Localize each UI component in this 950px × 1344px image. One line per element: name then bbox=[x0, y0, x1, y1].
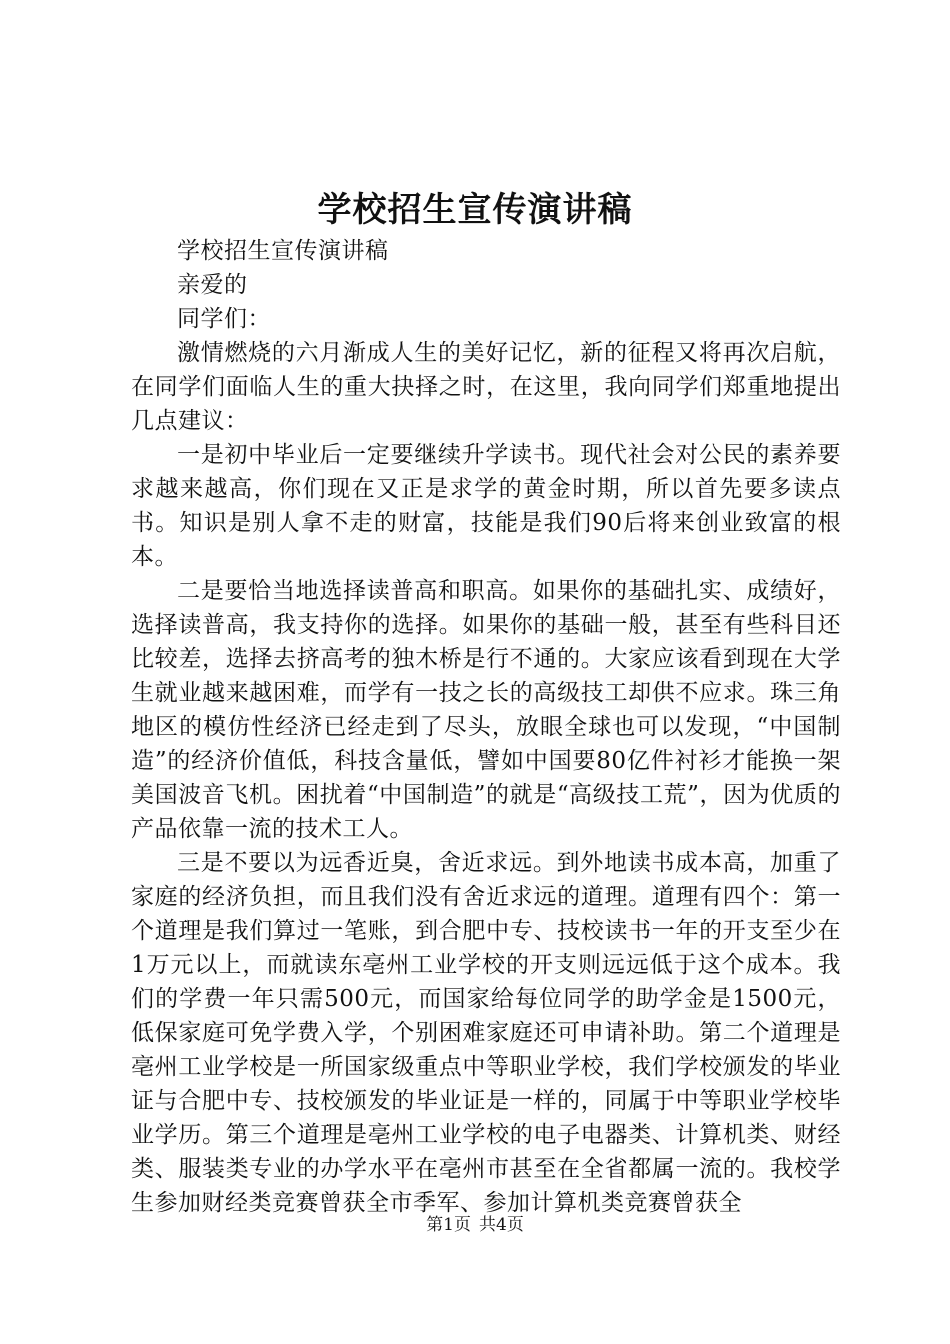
document-title: 学校招生宣传演讲稿 bbox=[317, 190, 633, 230]
paragraph-salutation-1: 亲爱的 bbox=[177, 272, 248, 298]
paragraph-salutation-2: 同学们： bbox=[177, 306, 271, 332]
page-total: 共4页 bbox=[479, 1215, 524, 1235]
paragraph-heading: 学校招生宣传演讲稿 bbox=[177, 238, 389, 264]
document-body bbox=[131, 234, 841, 1220]
paragraph-point-3: 三是不要以为远香近臭，舍近求远。到外地读书成本高，加重了家庭的经济负担，而且我们没有舍近求远的道理。道理有四个：第一个道理是我们算过一笔账，到合肥中专、技校读书一年的开支至少在1万元以上，而就读东亳州工业学校的开支则远远低于这个成本。我们的学费一年只需500元，而国家给每位同学的助学金是1500元，低保家庭可免学费入学，个别困难家庭还可申请补助。第二个道理是亳州工业学校是一所国家级重点中等职业学校，我们学校颁发的毕业证与合肥中专、技校颁发的毕业证是一样的，同属于中等职业学校毕业学历。第三个道理是亳州工业学校的电子电器类、计算机类、财经类、服装类专业的办学水平在亳州市甚至在全省都属一流的。我校学生参加财经类竞赛曾获全市季军、参加计算机类竞赛曾获全 bbox=[131, 850, 841, 1216]
paragraph-point-1: 一是初中毕业后一定要继续升学读书。现代社会对公民的素养要求越来越高，你们现在又正是求学的黄金时期，所以首先要多读点书。知识是别人拿不走的财富，技能是我们90后将来创业致富的根本。 bbox=[131, 442, 841, 570]
paragraph-intro: 激情燃烧的六月渐成人生的美好记忆，新的征程又将再次启航，在同学们面临人生的重大抉择之时，在这里，我向同学们郑重地提出几点建议： bbox=[131, 340, 841, 434]
page-footer bbox=[0, 1212, 950, 1238]
page-number: 第1页 bbox=[426, 1215, 471, 1235]
paragraph-point-2: 二是要恰当地选择读普高和职高。如果你的基础扎实、成绩好，选择读普高，我支持你的选择。如果你的基础一般，甚至有些科目还比较差，选择去挤高考的独木桥是行不通的。大家应该看到现在大学生就业越来越困难，而学有一技之长的高级技工却供不应求。珠三角地区的模仿性经济已经走到了尽头，放眼全球也可以发现，“中国制造”的经济价值低，科技含量低，譬如中国要80亿件衬衫才能换一架美国波音飞机。困扰着“中国制造”的就是“高级技工荒”，因为优质的产品依靠一流的技术工人。 bbox=[131, 578, 841, 842]
